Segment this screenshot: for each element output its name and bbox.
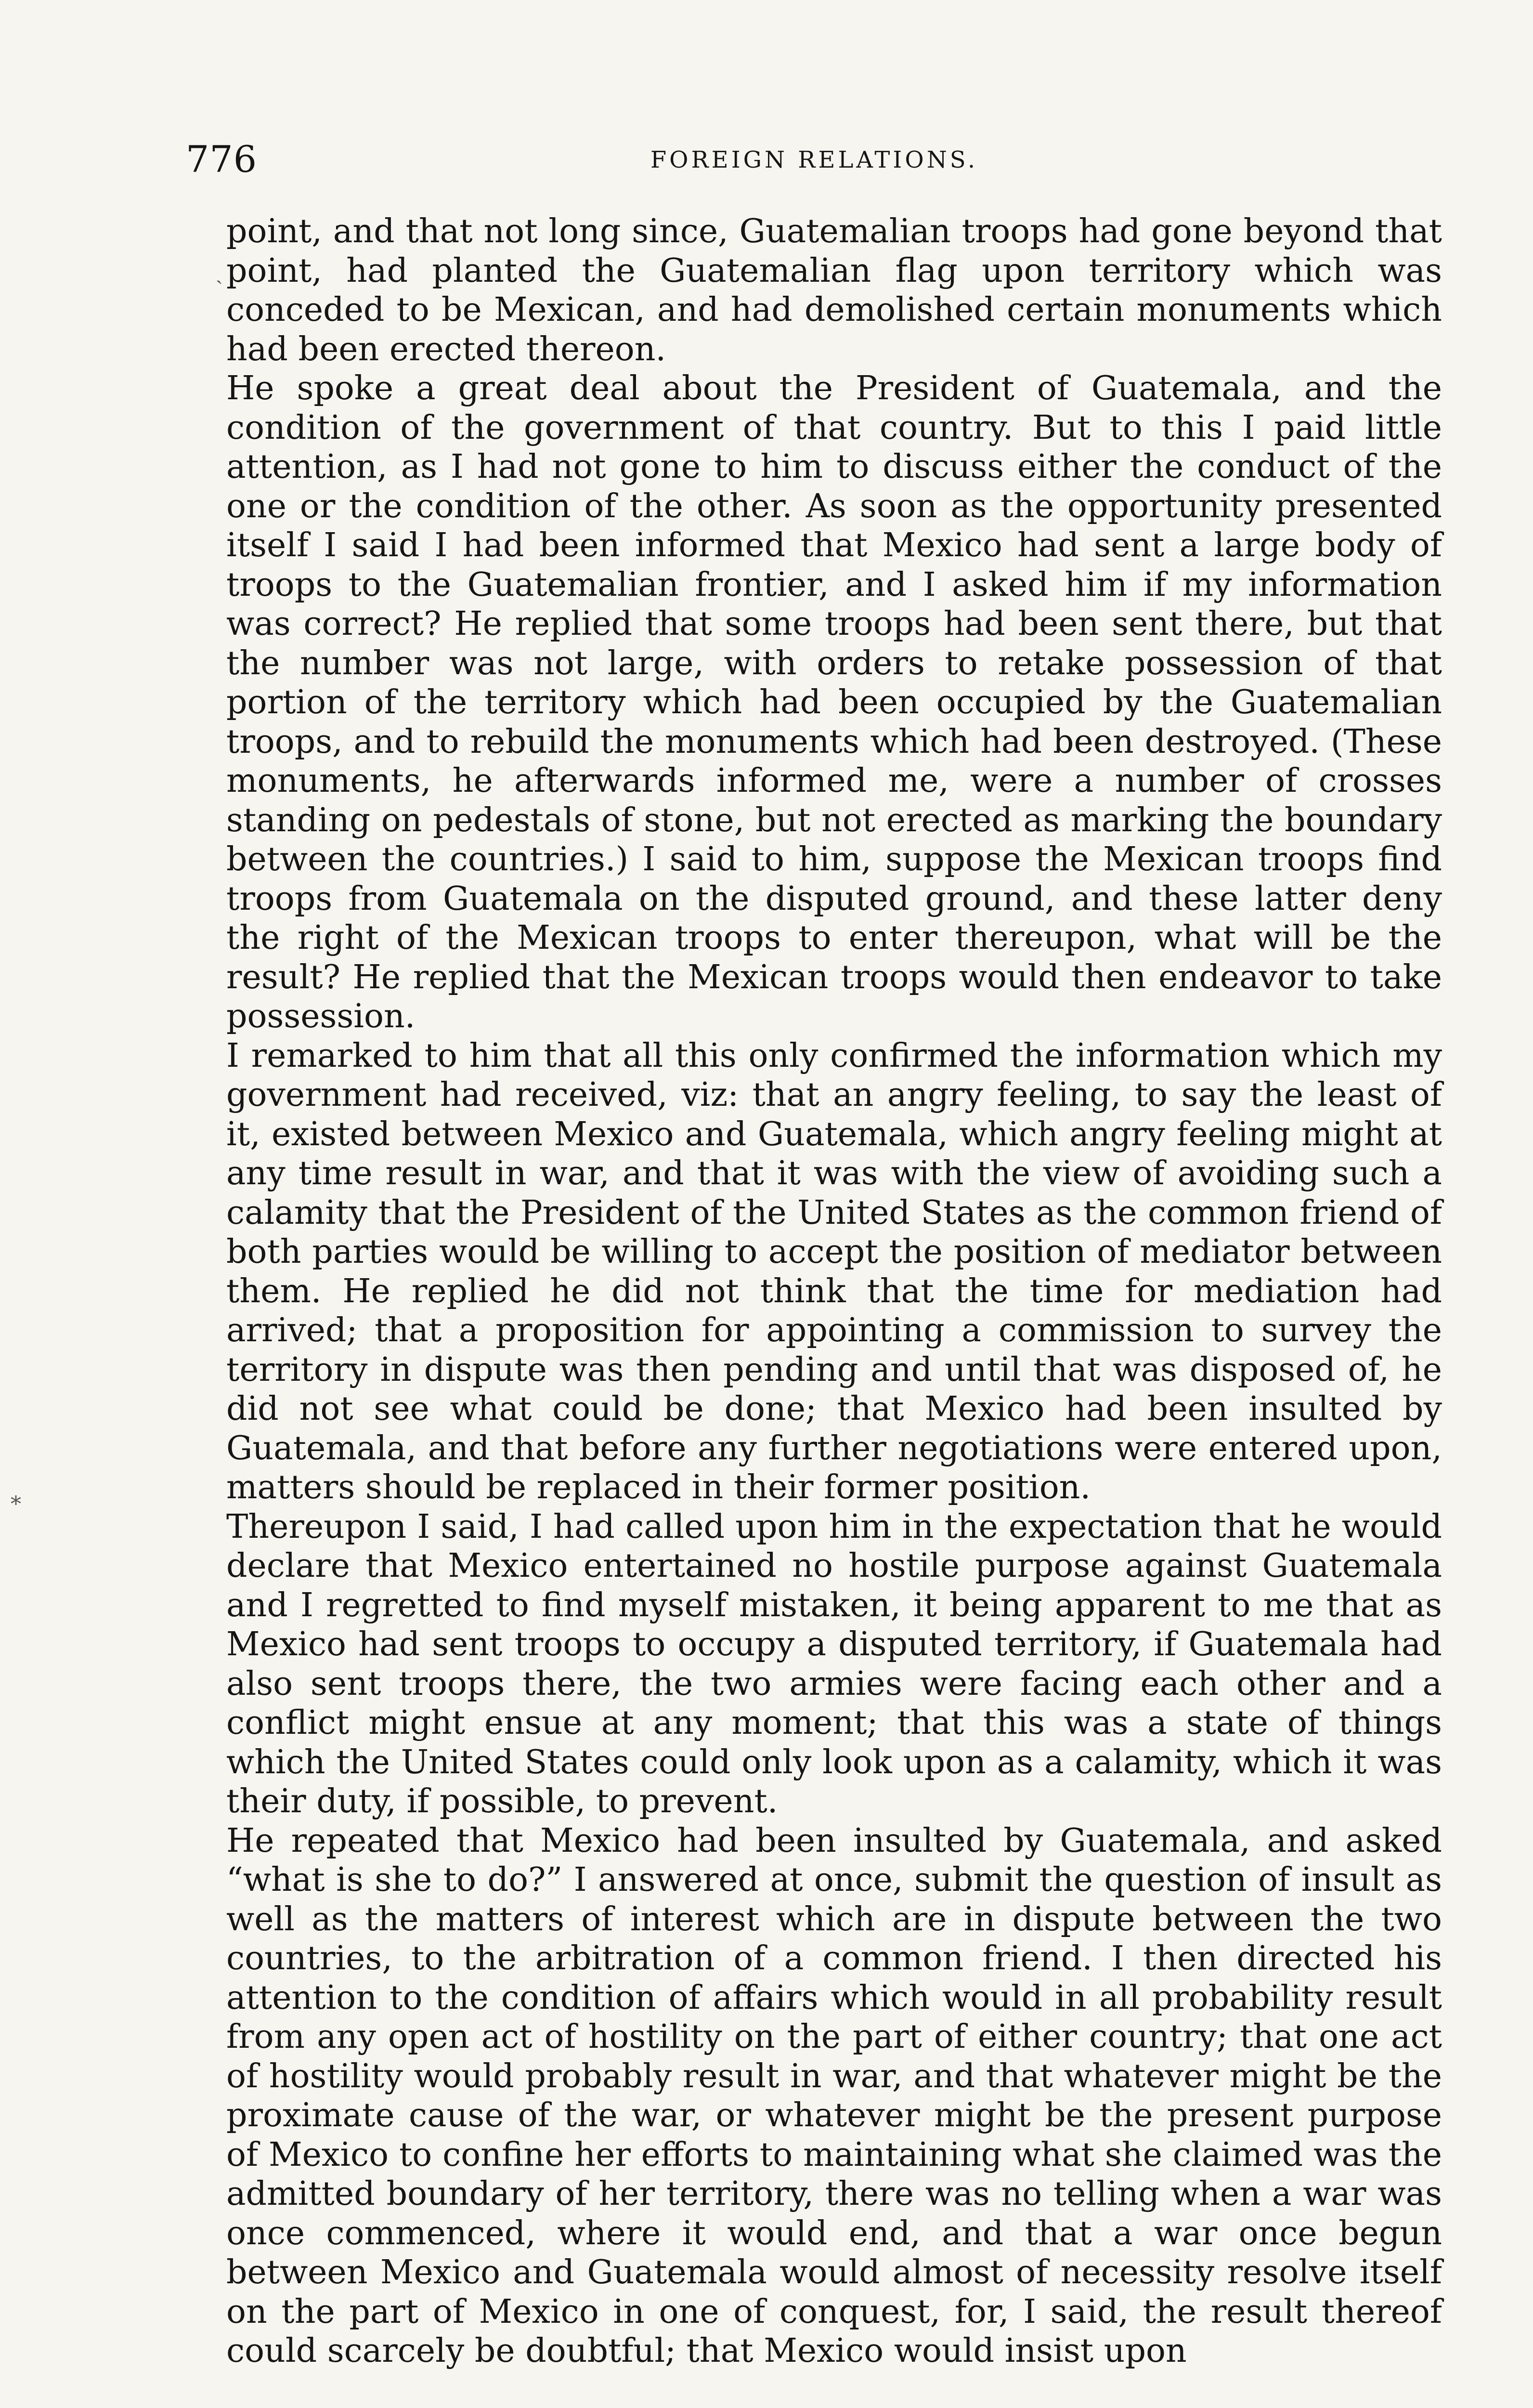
margin-tick-mark: ˎ: [216, 260, 223, 285]
page-number: 776: [186, 138, 258, 181]
body-text: [226, 212, 1442, 2371]
paragraph-arbitration: He repeated that Mexico had been insulted by Guatemala, and asked “what is she to do?” I answered at once, submit the question of insult as well as the matters of interest which are in dispute between the two countries, to the arbitration of a common friend. I then directed his attention to the condition of affairs which would in all probability result from any open act of hostility on the part of either country; that one act of hostility would probably result in war, and that whatever might be the proximate cause of the war, or whatever might be the present purpose of Mexico to confine her efforts to maintaining what she claimed was the admitted boundary of her territory, there was no telling when a war was once commenced, where it would end, and that a war once begun between Mexico and Guatemala would almost of necessity resolve itself on the part of Mexico in one of conquest, for, I said, the result thereof could scarcely be doubtful; that Mexico would insist upon: [226, 1821, 1442, 2370]
paragraph-president-guatemala: He spoke a great deal about the President of Guatemala, and the condition of the government of that country. But to this I paid little attention, as I had not gone to him to discuss either the conduct of the one or the condition of the other. As soon as the opportunity presented itself I said I had been informed that Mexico had sent a large body of troops to the Guatemalian frontier, and I asked him if my information was correct? He replied that some troops had been sent there, but that the number was not large, with orders to retake possession of that portion of the territory which had been occupied by the Guatemalian troops, and to rebuild the monuments which had been destroyed. (These monuments, he afterwards informed me, were a number of crosses standing on pedestals of stone, but not erected as marking the boundary between the countries.) I said to him, suppose the Mexican troops find troops from Guatemala on the disputed ground, and these latter deny the right of the Mexican troops to enter thereupon, what will be the result? He replied that the Mexican troops would then endeavor to take possession.: [226, 369, 1442, 1035]
running-head: FOREIGN RELATIONS.: [650, 146, 978, 173]
page-header: [186, 138, 1442, 181]
paragraph-expectation: Thereupon I said, I had called upon him in the expectation that he would declare that Mexico entertained no hostile purpose against Guatemala and I regretted to find myself mistaken, it being apparent to me that as Mexico had sent troops to occupy a disputed territory, if Guatemala had also sent troops there, the two armies were facing each other and a conflict might ensue at any moment; that this was a state of things which the United States could only look upon as a calamity, which it was their duty, if possible, to prevent.: [226, 1507, 1442, 1820]
paragraph-continuation: point, and that not long since, Guatemalian troops had gone beyond that point, had planted the Guatemalian flag upon territory which was conceded to be Mexican, and had demolished certain monuments which had been erected thereon.: [226, 212, 1442, 368]
paragraph-mediation-offer: I remarked to him that all this only confirmed the information which my government had received, viz: that an angry feeling, to say the least of it, existed between Mexico and Guatemala, which angry feeling might at any time result in war, and that it was with the view of avoiding such a calamity that the President of the United States as the common friend of both parties would be willing to accept the position of mediator between them. He replied he did not think that the time for mediation had arrived; that a proposition for appointing a commission to survey the territory in dispute was then pending and until that was disposed of, he did not see what could be done; that Mexico had been insulted by Guatemala, and that before any further negotiations were entered upon, matters should be replaced in their former position.: [226, 1036, 1442, 1506]
margin-star-mark: *: [11, 1492, 21, 1517]
